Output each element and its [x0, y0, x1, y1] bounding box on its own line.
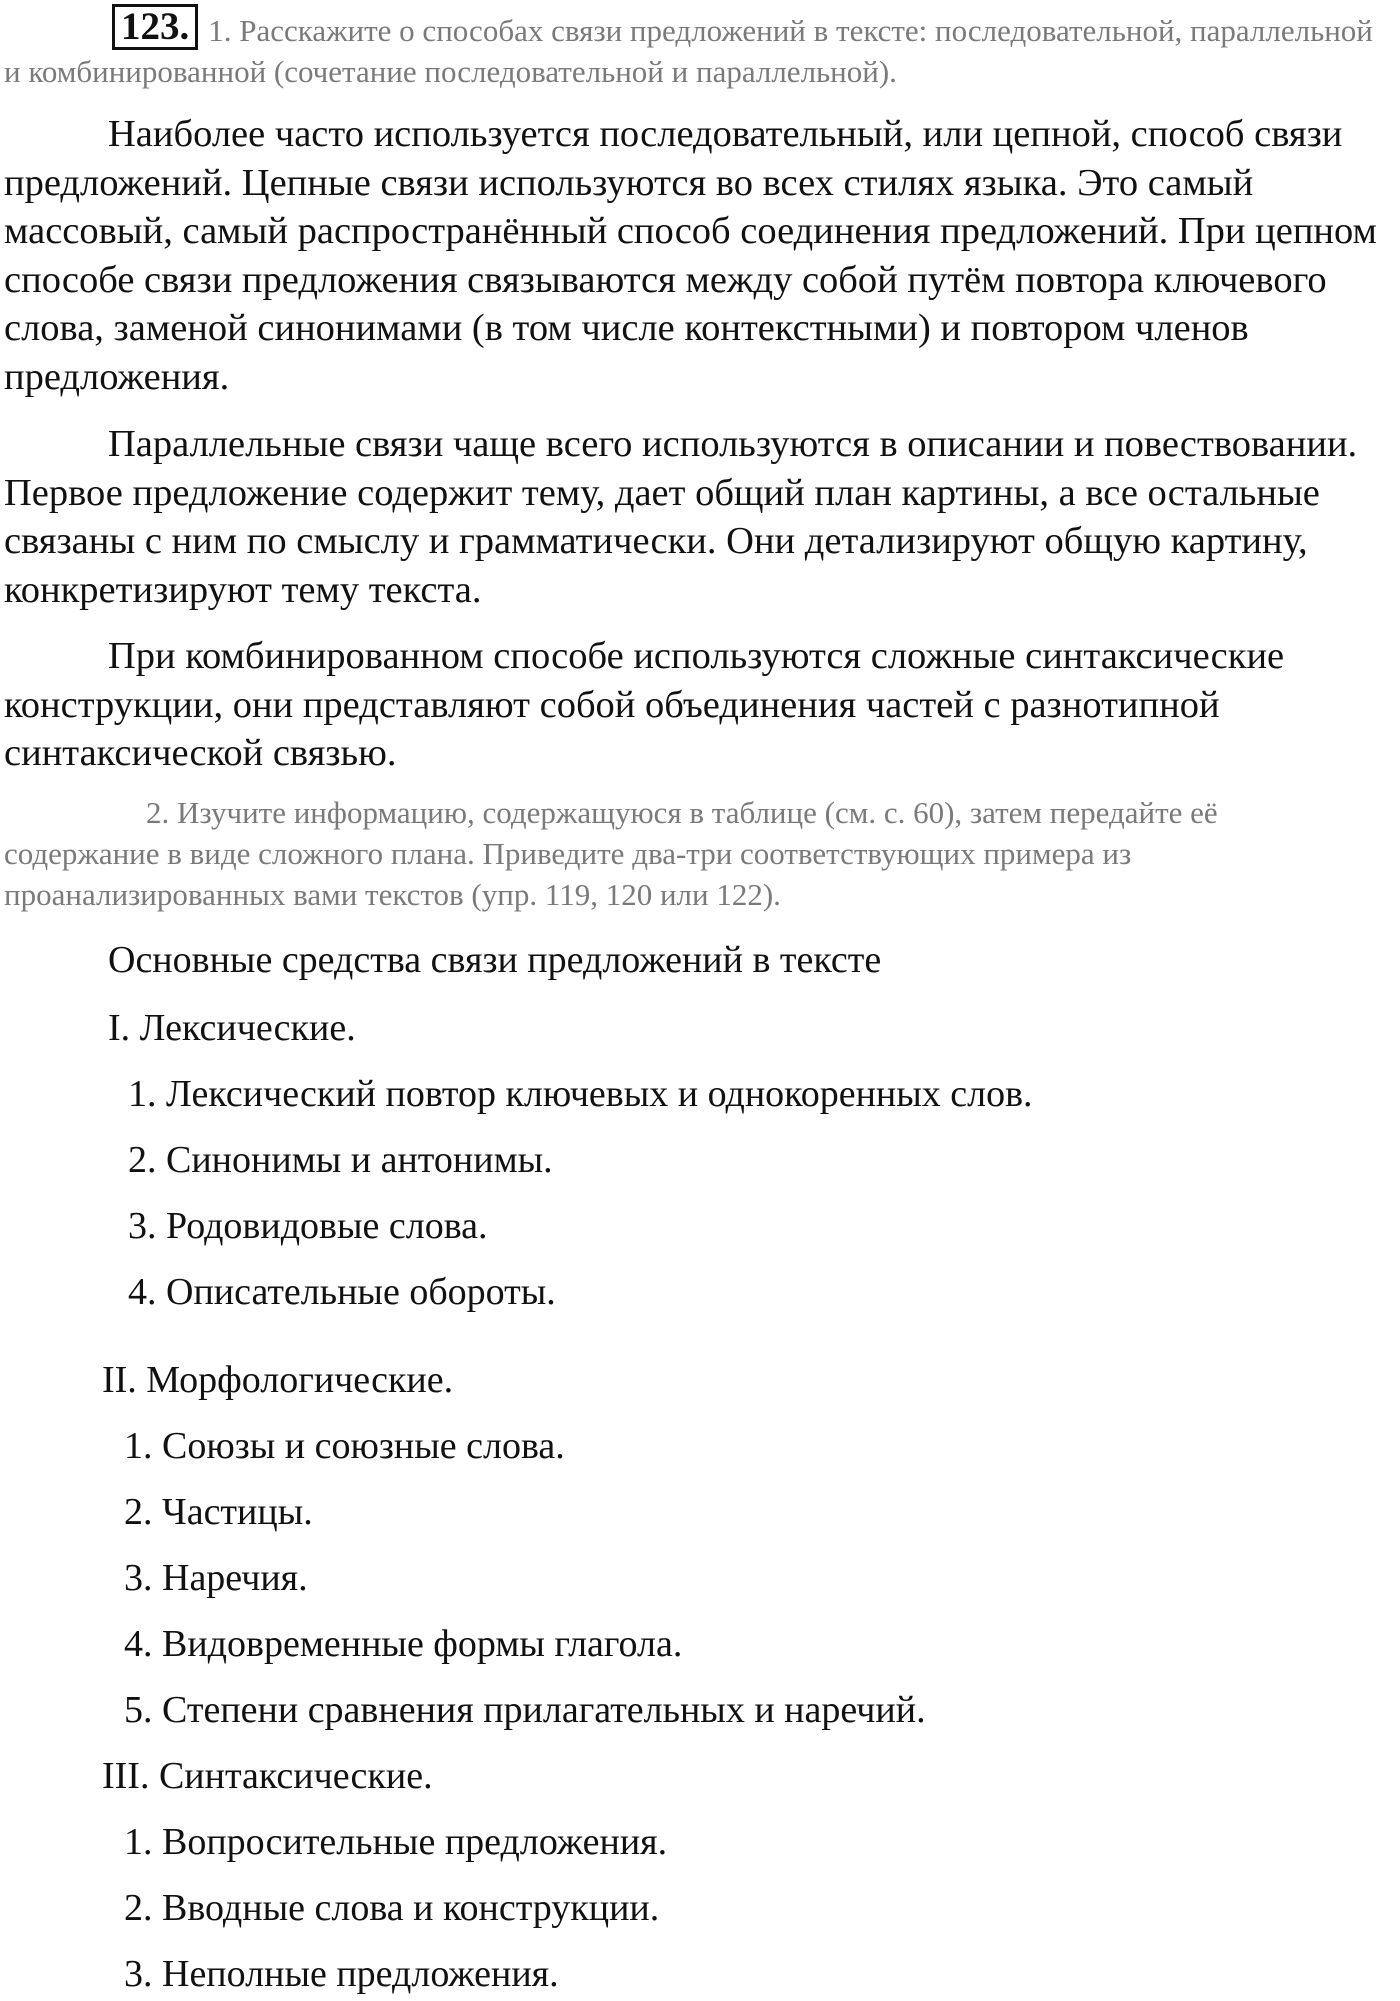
list-item: 3. Наречия. — [124, 1557, 308, 1599]
list-item: 1. Вопросительные предложения. — [124, 1821, 668, 1863]
task-1-instruction: 1. Расскажите о способах связи предложений в тексте: последовательной, параллельной и комбинированной (сочетание последовательной и параллельной). — [4, 13, 1373, 89]
answer-paragraph-2: Параллельные связи чаще всего используются в описании и повествовании. Первое предложение содержит тему, дает общий план картины, а все остальные связаны с ним по смыслу и грамматически. Они детализируют общую картину, конкретизируют тему текста. — [4, 423, 1358, 611]
answer-paragraph-1: Наиболее часто используется последовательный, или цепной, способ связи предложений. Цепные связи используются во всех стилях языка. Это самый массовый, самый распространённый способ соединения предложений. При цепном способе связи предложения связываются между собой путём повтора ключевого слова, заменой синонимами (в том числе контекстными) и повтором членов предложения. — [4, 113, 1377, 398]
plan-title: Основные средства связи предложений в тексте — [108, 939, 882, 981]
list-item: 2. Вводные слова и конструкции. — [124, 1887, 660, 1929]
list-item: 2. Синонимы и антонимы. — [128, 1139, 553, 1181]
list-item: 1. Союзы и союзные слова. — [124, 1425, 565, 1467]
section-heading-lexical: I. Лексические. — [108, 1007, 356, 1049]
answer-paragraph-3: При комбинированном способе используются сложные синтаксические конструкции, они представляют собой объединения частей с разнотипной синтаксической связью. — [4, 635, 1285, 775]
list-item: 2. Частицы. — [124, 1491, 313, 1533]
list-item: 4. Видовременные формы глагола. — [124, 1623, 683, 1665]
section-heading-syntactic: III. Синтаксические. — [102, 1755, 433, 1797]
section-heading-morphological: II. Морфологические. — [102, 1359, 454, 1401]
task-1-text — [4, 4, 1374, 92]
list-item: 4. Описательные обороты. — [128, 1271, 556, 1313]
exercise-number: 123. — [112, 4, 198, 50]
task-2-instruction: 2. Изучите информацию, содержащуюся в таблице (см. с. 60), затем передайте её содержание в виде сложного плана. Приведите два-три соответствующих примера из проанализированных вами текстов (упр. 119, 120 или 122). — [4, 795, 1218, 912]
list-item: 5. Степени сравнения прилагательных и наречий. — [124, 1689, 926, 1731]
list-item: 3. Неполные предложения. — [124, 1953, 559, 1995]
list-item: 3. Родовидовые слова. — [128, 1205, 488, 1247]
list-item: 1. Лексический повтор ключевых и однокоренных слов. — [128, 1073, 1033, 1115]
